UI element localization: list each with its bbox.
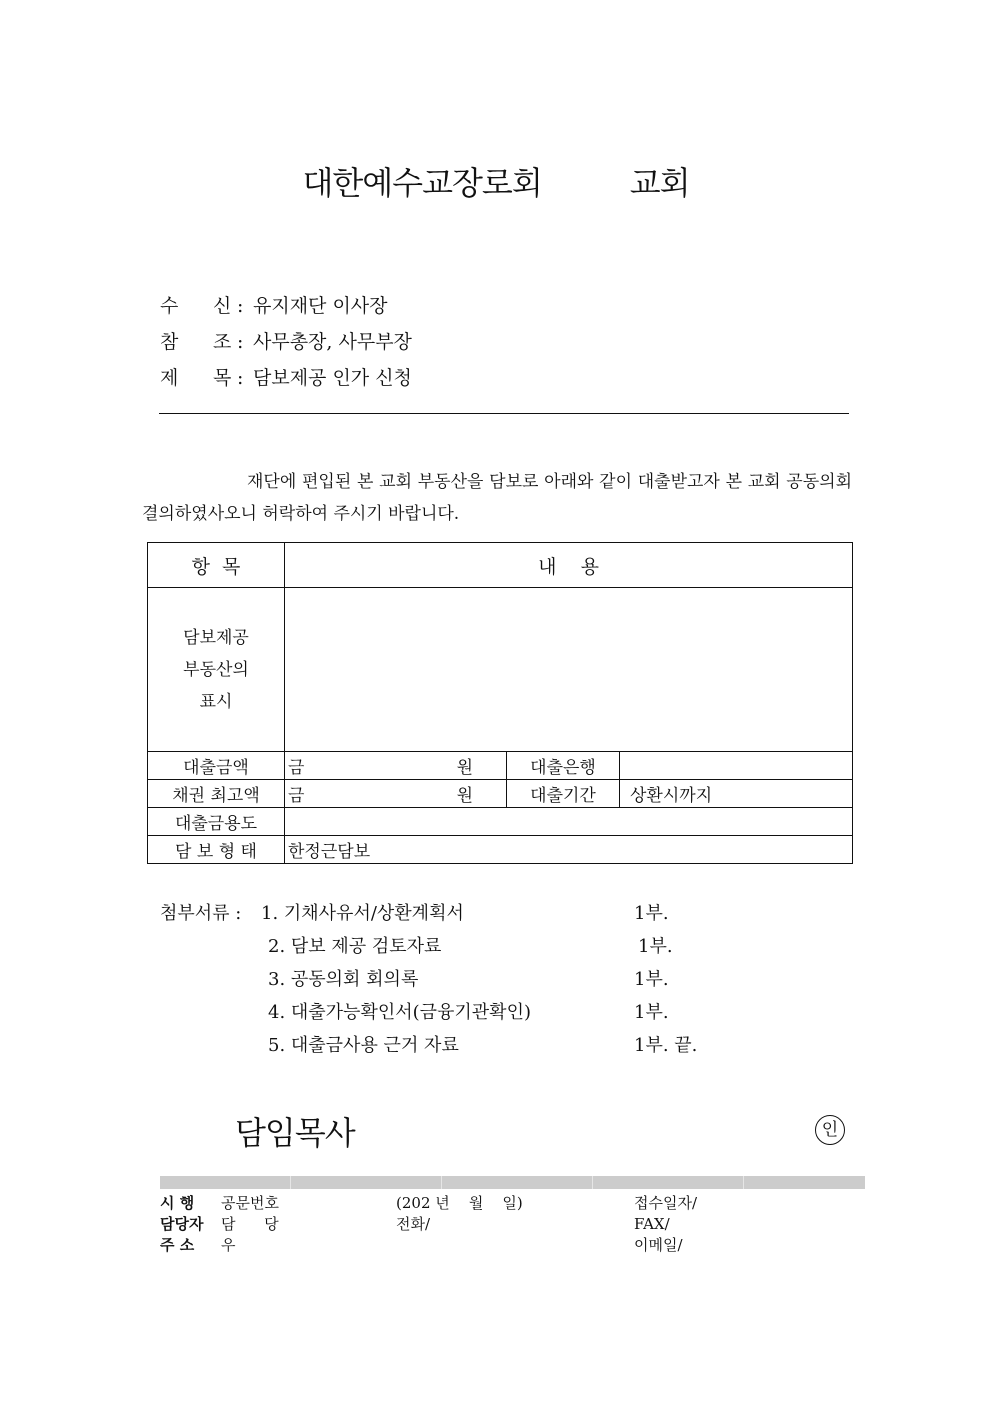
footer-received-date: 접수일자/ xyxy=(634,1194,698,1212)
property-row xyxy=(148,588,853,752)
attachment-text: 5. 대출금사용 근거 자료 xyxy=(268,1035,459,1056)
footer-divider-bar xyxy=(160,1176,865,1189)
footer-field: 공문번호 xyxy=(221,1194,279,1212)
signatory-title: 담임목사 xyxy=(235,1114,355,1152)
max-claim-row xyxy=(148,780,853,808)
footer-phone: 전화/ xyxy=(396,1215,431,1233)
attachment-count: 1부. xyxy=(634,1002,669,1023)
loan-period-field[interactable]: 상환시까지 xyxy=(620,780,853,808)
reference-label-2: 조 xyxy=(213,331,232,353)
amount-unit: 원 xyxy=(456,758,473,778)
footer-label: 담당자 xyxy=(160,1215,204,1233)
bar-segment xyxy=(442,1176,593,1189)
footer-label: 시 행 xyxy=(160,1194,195,1212)
subject-label-1: 제 xyxy=(160,367,179,389)
property-label-line: 부동산의 xyxy=(183,659,249,680)
recipient-row xyxy=(160,291,388,321)
recipient-label-2: 신 xyxy=(213,295,232,317)
document-title xyxy=(0,158,992,204)
collateral-type-label: 담 보 형 태 xyxy=(148,836,285,864)
loan-amount-field[interactable] xyxy=(285,752,507,780)
footer-fax: FAX/ xyxy=(634,1215,670,1233)
bar-segment xyxy=(291,1176,442,1189)
colon: : xyxy=(237,367,244,389)
table-header-row xyxy=(148,543,853,588)
reference-row xyxy=(160,327,412,357)
colon: : xyxy=(237,295,244,317)
footer-field: 담 당 xyxy=(221,1215,279,1233)
attachment-text: 3. 공동의회 회의록 xyxy=(268,969,419,990)
attachments-label: 첨부서류 : xyxy=(160,903,242,924)
collateral-type-row xyxy=(148,836,853,864)
header-content: 내 용 xyxy=(285,543,853,588)
loan-details-table xyxy=(147,542,853,864)
attachment-count: 1부. xyxy=(634,969,669,990)
bar-segment xyxy=(744,1176,865,1189)
amount-prefix: 금 xyxy=(288,786,305,806)
attachment-text: 1. 기채사유서/상환계획서 xyxy=(261,903,464,924)
loan-period-label: 대출기간 xyxy=(507,780,620,808)
attachment-text: 4. 대출가능확인서(금융기관확인) xyxy=(268,1002,531,1023)
loan-use-row xyxy=(148,808,853,836)
property-label-line: 담보제공 xyxy=(183,627,249,648)
amount-prefix: 금 xyxy=(288,758,305,778)
reference-label-1: 참 xyxy=(160,331,179,353)
recipient-value: 유지재단 이사장 xyxy=(253,295,388,317)
loan-use-label: 대출금용도 xyxy=(148,808,285,836)
body-text: 재단에 편입된 본 교회 부동산을 담보로 아래와 같이 대출받고자 본 교회 공동의회 결의하였사오니 허락하여 주시기 바랍니다. xyxy=(142,472,852,524)
seal-icon: 인 xyxy=(815,1115,845,1145)
loan-bank-label: 대출은행 xyxy=(507,752,620,780)
footer-label: 주 소 xyxy=(160,1236,195,1254)
body-paragraph xyxy=(142,466,852,530)
loan-amount-row xyxy=(148,752,853,780)
title-denomination: 대한예수교장로회 xyxy=(302,164,542,202)
footer-date: (202 년 월 일) xyxy=(396,1194,523,1212)
property-value-field[interactable] xyxy=(285,588,853,752)
title-church: 교회 xyxy=(629,164,690,202)
max-claim-field[interactable] xyxy=(285,780,507,808)
property-label xyxy=(148,588,285,752)
footer-row-address xyxy=(160,1234,865,1256)
loan-amount-label: 대출금액 xyxy=(148,752,285,780)
collateral-type-field[interactable]: 한정근담보 xyxy=(285,836,853,864)
attachment-count: 1부. xyxy=(638,936,673,957)
bar-segment xyxy=(593,1176,744,1189)
attachment-text: 2. 담보 제공 검토자료 xyxy=(268,936,442,957)
subject-row xyxy=(160,363,412,393)
footer-email: 이메일/ xyxy=(634,1236,683,1254)
subject-label-2: 목 xyxy=(213,367,232,389)
reference-value: 사무총장, 사무부장 xyxy=(253,331,412,353)
amount-unit: 원 xyxy=(456,786,473,806)
footer-row-contact xyxy=(160,1213,865,1235)
property-label-line: 표시 xyxy=(199,691,233,712)
subject-value: 담보제공 인가 신청 xyxy=(253,367,412,389)
loan-use-field[interactable] xyxy=(285,808,853,836)
attachment-count: 1부. 끝. xyxy=(634,1035,698,1056)
header-divider xyxy=(159,413,849,414)
max-claim-label: 채권 최고액 xyxy=(148,780,285,808)
header-item: 항 목 xyxy=(148,543,285,588)
loan-bank-field[interactable] xyxy=(620,752,853,780)
footer-row-issue xyxy=(160,1192,865,1214)
footer-field: 우 xyxy=(221,1236,236,1254)
recipient-label-1: 수 xyxy=(160,295,179,317)
attachment-count: 1부. xyxy=(634,903,669,924)
bar-segment xyxy=(160,1176,291,1189)
colon: : xyxy=(237,331,244,353)
